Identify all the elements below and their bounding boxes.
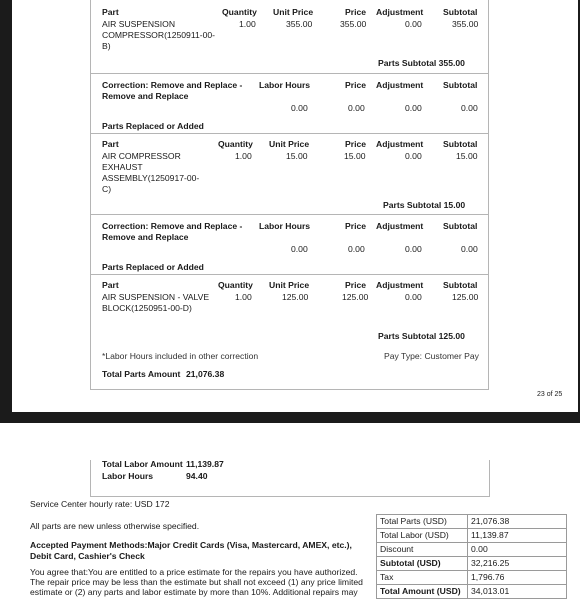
payment-methods: Accepted Payment Methods:Major Credit Cards (Visa, Mastercard, AMEX, etc.), Debit Card, Cashier's Check xyxy=(30,540,352,561)
correction-title: Correction: Remove and Replace - Remove and Replace xyxy=(102,221,243,242)
adjustment-header: Adjustment xyxy=(376,7,424,17)
adjustment-value: 0.00 xyxy=(405,151,422,161)
table-border-left xyxy=(90,460,91,496)
subtotal-value: 125.00 xyxy=(452,292,479,302)
price-header: Price xyxy=(345,7,367,17)
pay-type: Pay Type: Customer Pay xyxy=(384,351,479,361)
hourly-rate: Service Center hourly rate: USD 172 xyxy=(30,499,170,509)
unit-price-value: 355.00 xyxy=(286,19,313,29)
price-value: 0.00 xyxy=(348,244,365,254)
total-parts-value: 21,076.38 xyxy=(186,369,225,379)
summary-value: 0.00 xyxy=(468,543,567,557)
page-indicator: 23 of 25 xyxy=(537,391,563,398)
summary-value: 34,013.01 xyxy=(468,585,567,599)
invoice-page-24 xyxy=(0,423,580,600)
labor-note: *Labor Hours included in other correction xyxy=(102,351,259,361)
subtotal-value: 15.00 xyxy=(456,151,478,161)
unit-price-header: Unit Price xyxy=(273,7,314,17)
divider xyxy=(90,496,490,497)
labor-hours-header: Labor Hours xyxy=(259,221,311,231)
part-header: Part xyxy=(102,280,119,290)
total-labor-label: Total Labor Amount xyxy=(102,459,183,469)
unit-price-value: 15.00 xyxy=(286,151,308,161)
adjustment-header: Adjustment xyxy=(376,139,424,149)
parts-subtotal: Parts Subtotal 355.00 xyxy=(378,58,465,68)
subtotal-value: 0.00 xyxy=(461,244,478,254)
labor-hours-value: 0.00 xyxy=(291,244,308,254)
parts-subtotal: Parts Subtotal 125.00 xyxy=(378,331,465,341)
price-value: 0.00 xyxy=(348,103,365,113)
invoice-page-23 xyxy=(12,0,578,412)
subtotal-value: 355.00 xyxy=(452,19,479,29)
divider xyxy=(90,214,488,215)
summary-row xyxy=(377,515,567,529)
table-border-left xyxy=(90,0,91,390)
total-parts-label: Total Parts Amount xyxy=(102,369,181,379)
divider xyxy=(90,73,488,74)
adjustment-value: 0.00 xyxy=(405,244,422,254)
parts-replaced-heading: Parts Replaced or Added xyxy=(102,262,204,272)
part-name: AIR SUSPENSION - VALVE BLOCK(1250951-00-D) xyxy=(102,292,210,313)
summary-row xyxy=(377,543,567,557)
subtotal-header: Subtotal xyxy=(443,7,478,17)
price-value: 355.00 xyxy=(340,19,367,29)
subtotal-header: Subtotal xyxy=(443,280,478,290)
quantity-value: 1.00 xyxy=(235,151,252,161)
subtotal-value: 0.00 xyxy=(461,103,478,113)
summary-label: Tax xyxy=(377,571,468,585)
summary-value: 21,076.38 xyxy=(468,515,567,529)
parts-new-note: All parts are new unless otherwise specified. xyxy=(30,521,200,531)
adjustment-value: 0.00 xyxy=(405,19,422,29)
subtotal-header: Subtotal xyxy=(443,80,478,90)
adjustment-value: 0.00 xyxy=(405,292,422,302)
price-header: Price xyxy=(345,80,367,90)
quantity-header: Quantity xyxy=(222,7,257,17)
parts-replaced-heading: Parts Replaced or Added xyxy=(102,121,204,131)
labor-hours-value: 94.40 xyxy=(186,471,208,481)
price-value: 125.00 xyxy=(342,292,369,302)
summary-label: Total Labor (USD) xyxy=(377,529,468,543)
divider xyxy=(90,389,489,390)
summary-value: 1,796.76 xyxy=(468,571,567,585)
quantity-header: Quantity xyxy=(218,280,253,290)
unit-price-header: Unit Price xyxy=(269,139,310,149)
price-header: Price xyxy=(345,280,367,290)
quantity-value: 1.00 xyxy=(235,292,252,302)
unit-price-header: Unit Price xyxy=(269,280,310,290)
adjustment-header: Adjustment xyxy=(376,221,424,231)
adjustment-header: Adjustment xyxy=(376,80,424,90)
adjustment-value: 0.00 xyxy=(405,103,422,113)
summary-row xyxy=(377,557,567,571)
labor-hours-header: Labor Hours xyxy=(259,80,311,90)
summary-row xyxy=(377,571,567,585)
price-header: Price xyxy=(345,139,367,149)
quantity-value: 1.00 xyxy=(239,19,256,29)
total-labor-value: 11,139.87 xyxy=(186,459,224,469)
part-header: Part xyxy=(102,139,119,149)
summary-row xyxy=(377,585,567,599)
table-border-right xyxy=(489,460,490,496)
correction-title: Correction: Remove and Replace - Remove and Replace xyxy=(102,80,243,101)
table-border-right xyxy=(488,0,489,390)
adjustment-header: Adjustment xyxy=(376,280,424,290)
part-name: AIR SUSPENSION COMPRESSOR(1250911-00-B) xyxy=(102,19,216,51)
unit-price-value: 125.00 xyxy=(282,292,309,302)
quantity-header: Quantity xyxy=(218,139,253,149)
subtotal-header: Subtotal xyxy=(443,139,478,149)
summary-label: Total Parts (USD) xyxy=(377,515,468,529)
divider xyxy=(90,133,488,134)
summary-label: Total Amount (USD) xyxy=(377,585,468,599)
subtotal-header: Subtotal xyxy=(443,221,478,231)
part-name: AIR COMPRESSOR EXHAUST ASSEMBLY(1250917-00-C) xyxy=(102,151,200,194)
agreement-text: You agree that:You are entitled to a price estimate for the repairs you have authorized. The repair price may be less than the estimate but shall not exceed (1) any price limited estimate or (2) any parts and labor estimate by more than 10%. Additional repairs may xyxy=(30,567,363,597)
summary-label: Discount xyxy=(377,543,468,557)
part-header: Part xyxy=(102,7,119,17)
summary-label: Subtotal (USD) xyxy=(377,557,468,571)
price-value: 15.00 xyxy=(344,151,366,161)
labor-hours-value: 0.00 xyxy=(291,103,308,113)
price-header: Price xyxy=(345,221,367,231)
summary-value: 32,216.25 xyxy=(468,557,567,571)
labor-hours-label: Labor Hours xyxy=(102,471,154,481)
summary-value: 11,139.87 xyxy=(468,529,567,543)
totals-summary-table xyxy=(376,514,567,599)
parts-subtotal: Parts Subtotal 15.00 xyxy=(383,200,466,210)
divider xyxy=(90,274,488,275)
summary-row xyxy=(377,529,567,543)
